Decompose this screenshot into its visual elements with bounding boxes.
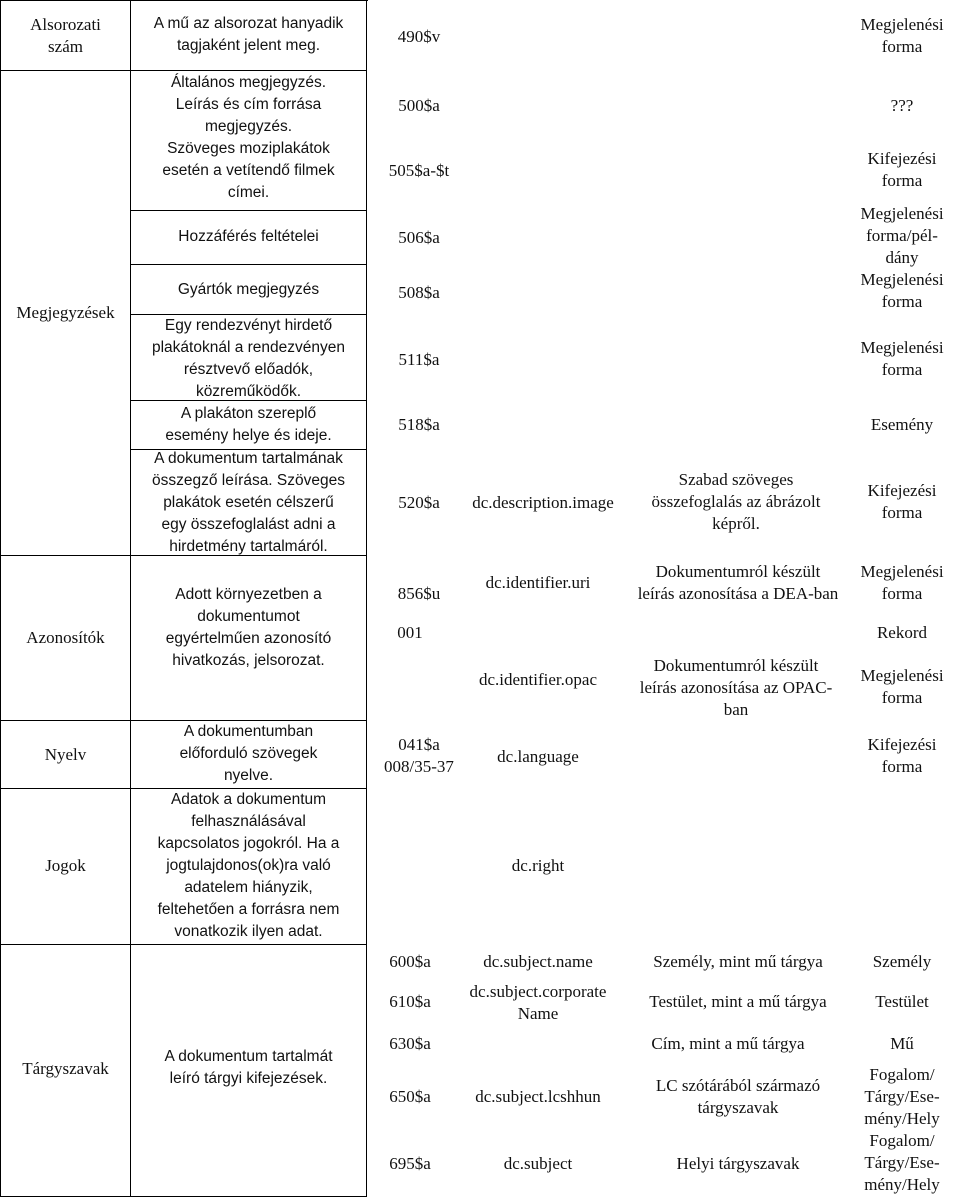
frbr-form: Megjelenési forma [860, 270, 944, 311]
mapping-note: Szabad szöveges összefoglalás az ábrázolt képről. [651, 470, 821, 533]
frbr-form: Esemény [870, 415, 934, 434]
marc-field: 041$a 008/35-37 [384, 735, 454, 776]
dc-element: dc.subject.corporate Name [469, 982, 607, 1023]
dc-element: dc.identifier.uri [485, 573, 591, 592]
dc-element: dc.language [497, 747, 579, 766]
description-hozzaferes: Hozzáférés feltételei [178, 228, 319, 245]
marc-field: 508$a [398, 283, 440, 302]
marc-field: 505$a-$t [388, 161, 450, 180]
description-gyartok: Gyártók megjegyzés [177, 281, 320, 298]
frbr-form: Megjelenési forma [860, 666, 944, 707]
frbr-form: ??? [890, 96, 914, 115]
row-divider [0, 70, 367, 71]
marc-field: 610$a [389, 992, 431, 1011]
description-targyszavak: A dokumentum tartalmát leíró tárgyi kifejezések. [164, 1048, 333, 1087]
mapping-note: Cím, mint a mű tárgya [651, 1034, 805, 1053]
marc-field: 600$a [389, 952, 431, 971]
frbr-form: Kifejezési forma [867, 481, 937, 522]
marc-field: 518$a [398, 415, 440, 434]
description-azonositok: Adott környezetben a dokumentumot egyértelműen azonosító hivatkozás, jelsorozat. [165, 586, 332, 669]
marc-field: 856$u [397, 584, 441, 603]
category-megjegyzesek: Megjegyzések [16, 303, 115, 322]
marc-field: 490$v [397, 27, 441, 46]
mapping-note: Dokumentumról készült leírás azonosítása a DEA-ban [637, 562, 839, 603]
frbr-form: Megjelenési forma [860, 562, 944, 603]
description-nyelv: A dokumentumban előforduló szövegek nyelve. [179, 723, 318, 784]
frbr-form: Kifejezési forma [867, 735, 937, 776]
dc-element: dc.identifier.opac [478, 670, 597, 689]
mapping-note: Testület, mint a mű tárgya [649, 992, 827, 1011]
frbr-form: Megjelenési forma [860, 338, 944, 379]
description-megjegyzesek: Általános megjegyzés. Leírás és cím forrása megjegyzés. Szöveges moziplakátok esetén a vetítendő filmek címei. [162, 74, 335, 201]
category-azonositok: Azonosítók [26, 628, 105, 647]
marc-field: 506$a [398, 228, 440, 247]
mapping-note: LC szótárából származó tárgyszavak [655, 1076, 821, 1117]
row-divider [0, 944, 367, 945]
marc-field: 630$a [389, 1034, 431, 1053]
row-divider [131, 210, 367, 211]
mapping-note: Helyi tárgyszavak [676, 1154, 800, 1173]
dc-element: dc.subject.name [483, 952, 593, 971]
dc-element: dc.subject [503, 1154, 573, 1173]
dc-element: dc.subject.lcshhun [475, 1087, 601, 1106]
frbr-form: Megjelenési forma/pél- dány [860, 204, 944, 267]
frbr-form: Testület [875, 992, 929, 1011]
description-rendezveny: Egy rendezvényt hirdető plakátoknál a rendezvényen résztvevő előadók, közreműködők. [151, 317, 346, 400]
mapping-note: Személy, mint mű tárgya [653, 952, 823, 971]
category-nyelv: Nyelv [44, 745, 87, 764]
table-border-top [0, 0, 368, 1]
marc-field: 695$a [389, 1154, 431, 1173]
mapping-note: Dokumentumról készült leírás azonosítása az OPAC- ban [639, 656, 833, 719]
dc-element: dc.right [511, 856, 565, 875]
description-alsorozat: A mű az alsorozat hanyadik tagjaként jelent meg. [153, 15, 344, 54]
table-divider-description [366, 0, 367, 1197]
category-targyszavak: Tárgyszavak [22, 1059, 109, 1078]
frbr-form: Rekord [876, 623, 928, 642]
table-border-left [0, 0, 1, 1197]
frbr-form: Mű [890, 1034, 914, 1053]
marc-field: 500$a [398, 96, 440, 115]
marc-field: 650$a [389, 1087, 431, 1106]
category-jogok: Jogok [45, 856, 86, 875]
row-divider [131, 264, 367, 265]
frbr-form: Személy [872, 952, 932, 971]
description-jogok: Adatok a dokumentum felhasználásával kapcsolatos jogokról. Ha a jogtulajdonos(ok)ra való adatelem hiányzik, feltehetően a forrásra nem vonatkozik ilyen adat. [157, 791, 340, 940]
marc-field: 511$a [398, 350, 440, 369]
category-alsorozati-szam: Alsorozati szám [30, 15, 101, 56]
marc-field: 001 [397, 623, 423, 642]
frbr-form: Kifejezési forma [867, 149, 937, 190]
description-tartalom: A dokumentum tartalmának összegző leírása. Szöveges plakátok esetén célszerű egy összefoglalást adni a hirdetmény tartalmáról. [152, 450, 345, 555]
marc-field: 520$a [398, 493, 440, 512]
frbr-form: Fogalom/ Tárgy/Ese- mény/Hely [864, 1131, 940, 1194]
frbr-form: Fogalom/ Tárgy/Ese- mény/Hely [864, 1065, 940, 1128]
frbr-form: Megjelenési forma [860, 15, 944, 56]
description-esemeny: A plakáton szereplő esemény helye és ideje. [165, 405, 332, 444]
dc-element: dc.description.image [472, 493, 614, 512]
